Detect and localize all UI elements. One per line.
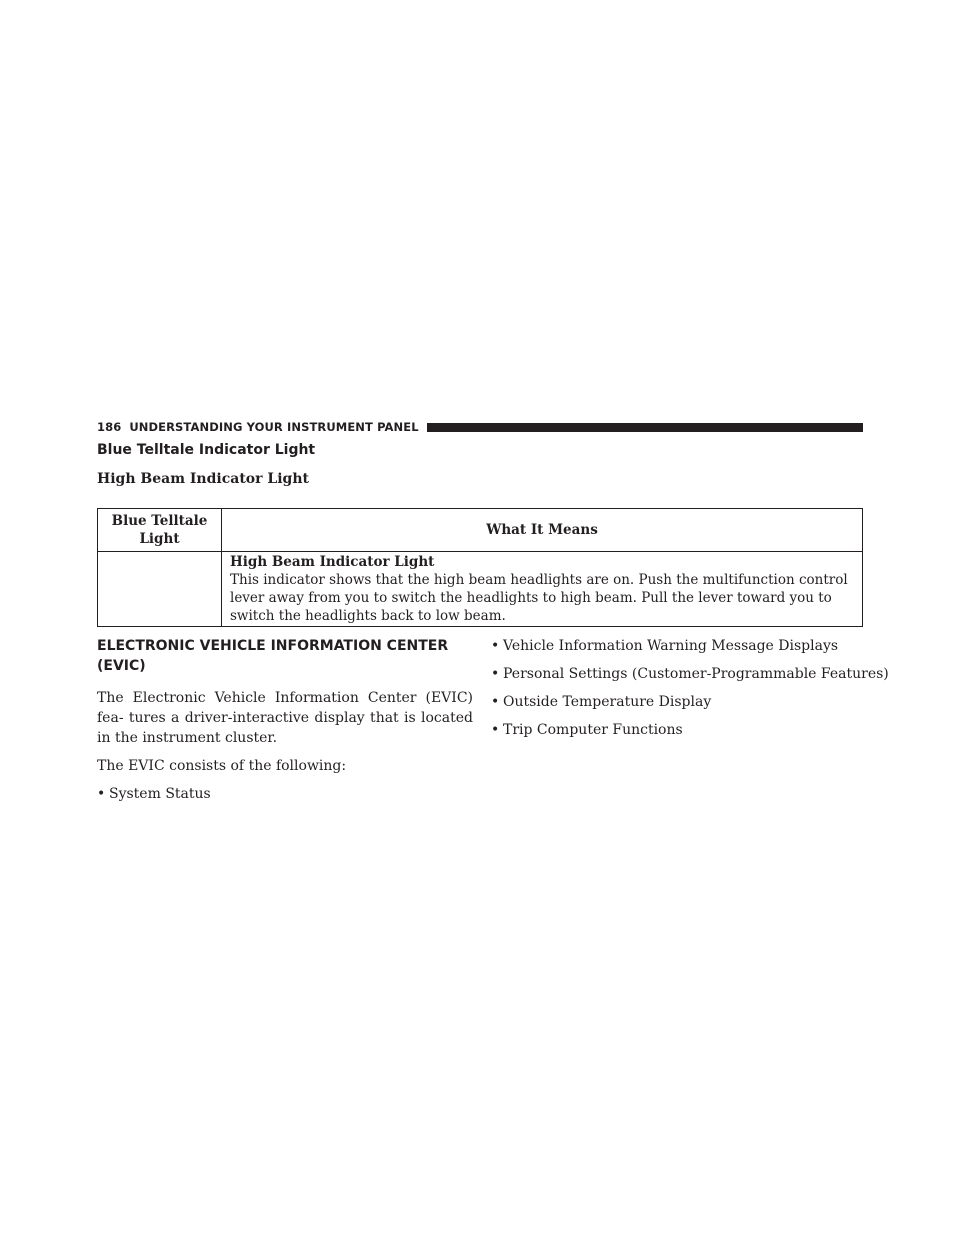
list-item <box>491 664 889 684</box>
list-item <box>491 720 863 740</box>
list-item-text: Outside Temperature Display <box>503 694 712 710</box>
list-item-text: Trip Computer Functions <box>503 722 683 738</box>
table-header-row <box>98 509 863 552</box>
evic-intro: The Electronic Vehicle Information Center (EVIC) fea- tures a driver-interactive display that is located in the instrument cluster. <box>97 690 473 746</box>
list-item <box>491 636 863 656</box>
column-header-light: Blue Telltale Light <box>98 509 222 552</box>
list-item <box>97 784 473 804</box>
section-heading: Blue Telltale Indicator Light <box>97 442 316 458</box>
evic-list-right <box>491 636 889 740</box>
bullet-icon: • <box>491 694 500 710</box>
evic-list-intro: The EVIC consists of the following: <box>97 758 347 774</box>
telltale-title: High Beam Indicator Light <box>230 554 435 570</box>
list-item-text: Vehicle Information Warning Message Displays <box>503 638 839 654</box>
evic-list-left <box>97 784 473 804</box>
header-title: UNDERSTANDING YOUR INSTRUMENT PANEL <box>129 420 419 434</box>
subheading: High Beam Indicator Light <box>97 471 309 487</box>
table-row <box>98 552 863 627</box>
list-item-text: Personal Settings (Customer-Programmable Features) <box>503 666 889 682</box>
telltale-description-cell <box>222 552 863 627</box>
column-header-meaning: What It Means <box>222 509 863 552</box>
telltale-light-cell <box>98 552 222 627</box>
page-number: 186 <box>97 420 122 434</box>
bullet-icon: • <box>491 638 500 654</box>
list-item-text: System Status <box>109 786 211 802</box>
telltale-description: This indicator shows that the high beam headlights are on. Push the multifunction control lever away from you to switch the headlights to high beam. Pull the lever toward you to switch the headlights back to low beam. <box>230 572 848 624</box>
page-header <box>97 418 863 436</box>
header-rule <box>427 423 863 432</box>
bullet-icon: • <box>97 786 106 802</box>
telltale-table <box>97 508 863 627</box>
bullet-icon: • <box>491 666 500 682</box>
evic-heading: ELECTRONIC VEHICLE INFORMATION CENTER (EVIC) <box>97 638 449 674</box>
bullet-icon: • <box>491 722 500 738</box>
left-column <box>97 636 473 812</box>
right-column <box>491 636 889 748</box>
list-item <box>491 692 863 712</box>
